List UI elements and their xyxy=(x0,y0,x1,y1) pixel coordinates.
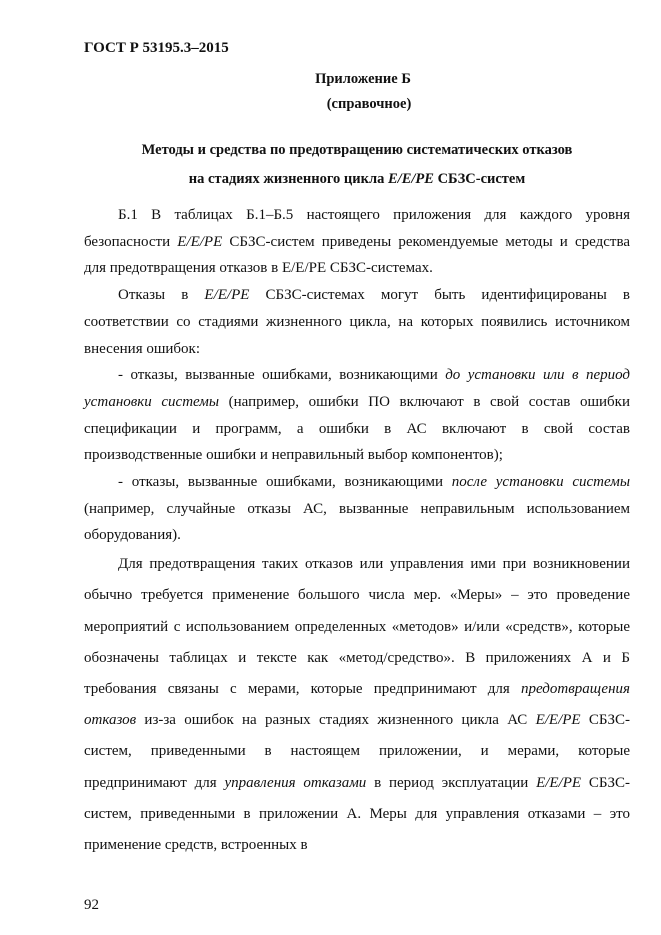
appendix-subtitle: (справочное) xyxy=(326,96,412,112)
text-run: Отказы в xyxy=(118,287,205,304)
italic-text-run: Е/Е/РЕ xyxy=(204,287,250,304)
text-run: СБЗС-систем, приведенными в приложении А. Меры для управления отказами – это применение средств, встроенных в xyxy=(84,774,630,853)
heading-text: СБЗС-систем xyxy=(433,171,526,187)
text-run: СБЗС-системах могут быть идентифицированы в соответствии со стадиями жизненного цикла, на которых появились источником внесения ошибок: xyxy=(84,287,630,357)
text-run: СБЗС-систем приведены рекомендуемые методы и средства для предотвращения отказов в Е/Е/РЕ СБЗС-системах. xyxy=(84,233,630,277)
body-text xyxy=(84,202,630,861)
appendix-title: Приложение Б xyxy=(315,71,411,87)
italic-text-run: Е/Е/РЕ xyxy=(535,712,581,729)
section-heading-line-1: Методы и средства по предотвращению систематических отказов xyxy=(141,142,573,158)
text-run: - отказы, вызванные ошибками, возникающими xyxy=(118,367,446,384)
section-heading-line-2 xyxy=(84,165,630,194)
italic-text-run: управления отказами xyxy=(224,774,367,791)
italic-text-run: Е/Е/РЕ xyxy=(177,233,223,250)
paragraph-measures xyxy=(84,549,630,861)
paragraph-failures xyxy=(84,282,630,362)
paragraph-b1 xyxy=(84,202,630,282)
italic-text-run: Е/Е/РЕ xyxy=(536,774,582,791)
italic-text-run: после установки системы xyxy=(451,474,630,491)
text-run: - отказы, вызванные ошибками, возникающими xyxy=(118,474,452,491)
text-run: из-за ошибок на разных стадиях жизненного цикла АС xyxy=(136,712,536,729)
text-run: Б.1 В таблицах Б.1–Б.5 настоящего приложения для каждого уровня безопасности xyxy=(84,207,630,250)
document-code: ГОСТ Р 53195.3–2015 xyxy=(84,40,229,56)
list-item-before-install xyxy=(84,362,630,469)
list-item-after-install xyxy=(84,469,630,549)
text-run: Для предотвращения таких отказов или управления ими при возникновении обычно требуется применение большого числа мер. «Меры» – это проведение мероприятий с использованием определенных «методов» и/или «средств», которые обозначены таблицах и тексте как «метод/средство». В приложениях А и Б требования связаны с мерами, которые предпринимают для xyxy=(84,556,630,697)
text-run: (например, случайные отказы АС, вызванные неправильным использованием оборудования). xyxy=(84,500,630,544)
heading-text: на стадиях жизненного цикла xyxy=(188,171,388,187)
italic-text-run: предотвращения отказов xyxy=(84,680,630,729)
italic-text-run: до установки или в период установки системы xyxy=(84,367,630,410)
section-heading xyxy=(84,136,630,194)
heading-italic-text: Е/Е/РЕ xyxy=(388,171,434,187)
page-number: 92 xyxy=(84,897,99,913)
text-run: СБЗС-систем, приведенными в настоящем приложении, и мерами, которые предпринимают для xyxy=(84,712,630,791)
text-run: (например, ошибки ПО включают в свой состав ошибки спецификации и программ, а ошибки в АС включают в свой состав производственные ошибки и неправильный выбор компонентов); xyxy=(84,393,630,464)
text-run: в период эксплуатации xyxy=(366,774,537,791)
